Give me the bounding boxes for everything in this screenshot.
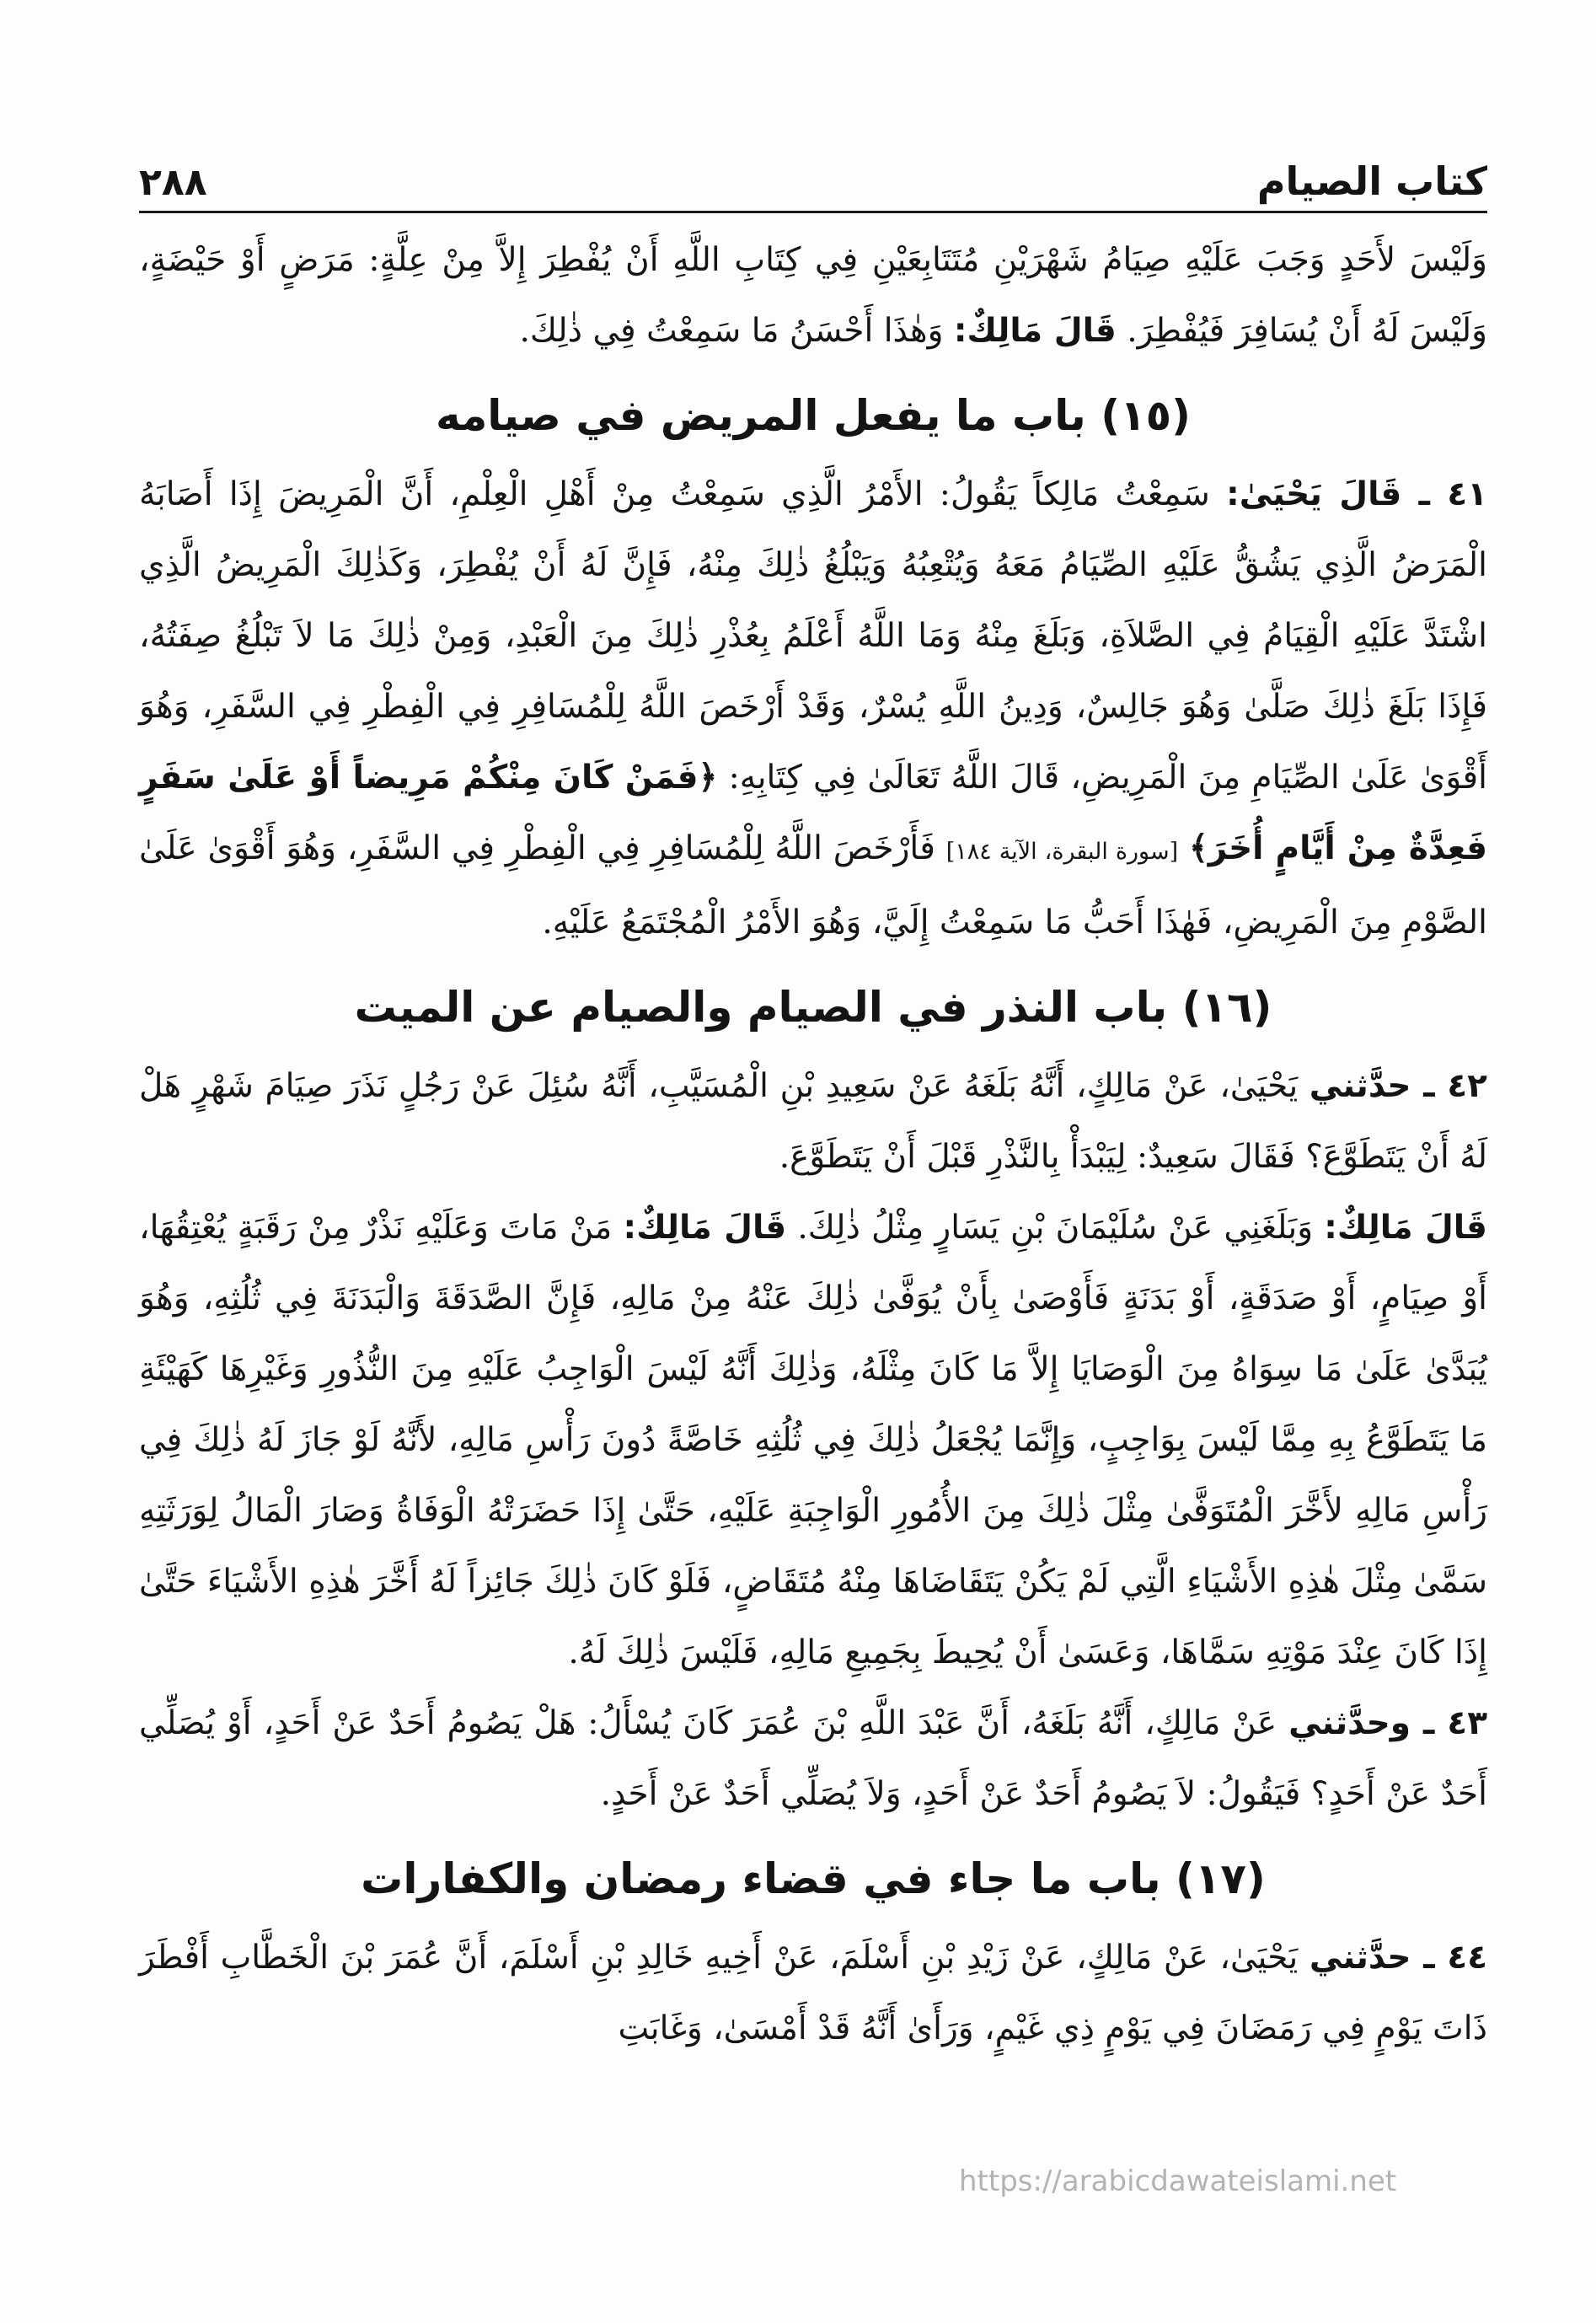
malik-commentary: [139, 1193, 1487, 1688]
hadith-44-lead: ٤٤ ـ حدَّثني: [1309, 1939, 1487, 1977]
chapter-17-title: (١٧) باب ما جاء في قضاء رمضان والكفارات: [361, 1854, 1266, 1903]
verse-reference: [سورة البقرة، الآية ١٨٤]: [945, 839, 1179, 865]
quran-verse: ﴿فَمَنْ كَانَ مِنْكُمْ مَرِيضاً أَوْ عَلَىٰ سَفَرٍ فَعِدَّةٌ مِنْ أَيَّامٍ أُخَرَ﴾: [139, 759, 1487, 867]
chapter-15-title: (١٥) باب ما يفعل المريض في صيامه: [436, 391, 1191, 440]
hadith-42-lead: ٤٢ ـ حدَّثني: [1309, 1067, 1487, 1105]
hadith-41-lead: ٤١ ـ قَالَ يَحْيَىٰ:: [1226, 475, 1488, 513]
hadith-43: [139, 1688, 1487, 1830]
page-number: ٢٨٨: [139, 161, 207, 204]
document-page: [139, 126, 1487, 2064]
intro-text: وَلَيْسَ لأَحَدٍ وَجَبَ عَلَيْهِ صِيَامُ شَهْرَيْنِ مُتَتَابِعَيْنِ فِي كِتَابِ اللَّهِ أَنْ يُفْطِرَ إِلاَّ مِنْ عِلَّةٍ: مَرَضٍ أَوْ حَيْضَةٍ، وَلَيْسَ لَهُ أَنْ يُسَافِرَ فَيُفْطِرَ.: [139, 241, 1487, 350]
intro-paragraph: [139, 225, 1487, 367]
hadith-41-text-continued: فَأَرْخَصَ اللَّهُ لِلْمُسَافِرِ فِي الْفِطْرِ فِي السَّفَرِ، وَهُوَ أَقْوَىٰ عَلَىٰ الصَّوْمِ مِنَ الْمَرِيضِ، فَهٰذَا أَحَبُّ مَا سَمِعْتُ إِلَيَّ، وَهُوَ الأَمْرُ الْمُجْتَمَعُ عَلَيْهِ.: [139, 829, 1487, 942]
malik-text-1: وَبَلَغَنِي عَنْ سُلَيْمَانَ بْنِ يَسَارٍ مِثْلُ ذٰلِكَ.: [797, 1209, 1314, 1247]
malik-text-2: مَنْ مَاتَ وَعَلَيْهِ نَذْرٌ مِنْ رَقَبَةٍ يُعْتِقُهَا، أَوْ صِيَامٍ، أَوْ صَدَقَةٍ، أَوْ بَدَنَةٍ فَأَوْصَىٰ بِأَنْ يُوَفَّىٰ ذٰلِكَ عَنْهُ مِنْ مَالِهِ، فَإِنَّ الصَّدَقَةَ وَالْبَدَنَةَ فِي ثُلُثِهِ، وَهُوَ يُبَدَّىٰ عَلَىٰ مَا سِوَاهُ مِنَ الْوَصَايَا إِلاَّ مَا كَانَ مِثْلَهُ، وَذٰلِكَ أَنَّهُ لَيْسَ الْوَاجِبُ عَلَيْهِ مِنَ النُّذُورِ وَغَيْرِهَا كَهَيْئَةِ مَا يَتَطَوَّعُ بِهِ مِمَّا لَيْسَ بِوَاجِبٍ، وَإِنَّمَا يُجْعَلُ ذٰلِكَ فِي ثُلُثِهِ خَاصَّةً دُونَ رَأْسِ مَالِهِ، لأَنَّهُ لَوْ جَازَ لَهُ ذٰلِكَ فِي رَأْسِ مَالِهِ لأَخَّرَ الْمُتَوَفَّىٰ مِثْلَ ذٰلِكَ مِنَ الأُمُورِ الْوَاجِبَةِ عَلَيْهِ، حَتَّىٰ إِذَا حَضَرَتْهُ الْوَفَاةُ وَصَارَ الْمَالُ لِوَرَثَتِهِ سَمَّىٰ مِثْلَ هٰذِهِ الأَشْيَاءِ الَّتِي لَمْ يَكُنْ يَتَقَاضَاهَا مِنْهُ مُتَقَاضٍ، فَلَوْ كَانَ ذٰلِكَ جَائِزاً لَهُ أَخَّرَ هٰذِهِ الأَشْيَاءَ حَتَّىٰ إِذَا كَانَ عِنْدَ مَوْتِهِ سَمَّاهَا، وَعَسَىٰ أَنْ يُحِيطَ بِجَمِيعِ مَالِهِ، فَلَيْسَ ذٰلِكَ لَهُ.: [139, 1209, 1487, 1671]
hadith-42-text: يَحْيَىٰ، عَنْ مَالِكٍ، أَنَّهُ بَلَغَهُ عَنْ سَعِيدِ بْنِ الْمُسَيَّبِ، أَنَّهُ سُئِلَ عَنْ رَجُلٍ نَذَرَ صِيَامَ شَهْرٍ هَلْ لَهُ أَنْ يَتَطَوَّعَ؟ فَقَالَ سَعِيدٌ: لِيَبْدَأْ بِالنَّذْرِ قَبْلَ أَنْ يَتَطَوَّعَ.: [139, 1067, 1487, 1176]
intro-end: وَهٰذَا أَحْسَنُ مَا سَمِعْتُ فِي ذٰلِكَ.: [519, 312, 944, 350]
book-title: كتاب الصيام: [1256, 158, 1487, 204]
chapter-16-title: (١٦) باب النذر في الصيام والصيام عن الميت: [354, 983, 1272, 1032]
hadith-41: [139, 459, 1487, 958]
page-header: [139, 126, 1487, 213]
malik-lead-1: قَالَ مَالِكٌ:: [1324, 1209, 1487, 1247]
intro-lead: قَالَ مَالِكٌ:: [953, 312, 1117, 350]
malik-lead-2: قَالَ مَالِكٌ:: [623, 1209, 787, 1247]
hadith-43-lead: ٤٣ ـ وحدَّثني: [1288, 1704, 1487, 1742]
hadith-42: [139, 1051, 1487, 1193]
hadith-44-text: يَحْيَىٰ، عَنْ مَالِكٍ، عَنْ زَيْدِ بْنِ أَسْلَمَ، عَنْ أَخِيهِ خَالِدِ بْنِ أَسْلَمَ، أَنَّ عُمَرَ بْنَ الْخَطَّابِ أَفْطَرَ ذَاتَ يَوْمٍ فِي رَمَضَانَ فِي يَوْمٍ ذِي غَيْمٍ، وَرَأَىٰ أَنَّهُ قَدْ أَمْسَىٰ، وَغَابَتِ: [139, 1939, 1487, 2047]
watermark-url: https://arabicdawateislami.net: [959, 2165, 1397, 2198]
hadith-41-text: سَمِعْتُ مَالِكاً يَقُولُ: الأَمْرُ الَّذِي سَمِعْتُ مِنْ أَهْلِ الْعِلْمِ، أَنَّ الْمَرِيضَ إِذَا أَصَابَهُ الْمَرَضُ الَّذِي يَشُقُّ عَلَيْهِ الصِّيَامُ مَعَهُ وَيُتْعِبُهُ وَيَبْلُغُ ذٰلِكَ مِنْهُ، فَإِنَّ لَهُ أَنْ يُفْطِرَ، وَكَذٰلِكَ الْمَرِيضُ الَّذِي اشْتَدَّ عَلَيْهِ الْقِيَامُ فِي الصَّلاَةِ، وَبَلَغَ مِنْهُ وَمَا اللَّهُ أَعْلَمُ بِعُذْرِ ذٰلِكَ مِنَ الْعَبْدِ، وَمِنْ ذٰلِكَ مَا لاَ تَبْلُغُ صِفَتُهُ، فَإِذَا بَلَغَ ذٰلِكَ صَلَّىٰ وَهُوَ جَالِسٌ، وَدِينُ اللَّهِ يُسْرٌ، وَقَدْ أَرْخَصَ اللَّهُ لِلْمُسَافِرِ فِي الْفِطْرِ فِي السَّفَرِ، وَهُوَ أَقْوَىٰ عَلَىٰ الصِّيَامِ مِنَ الْمَرِيضِ، قَالَ اللَّهُ تَعَالَىٰ فِي كِتَابِهِ:: [139, 475, 1487, 797]
hadith-44: [139, 1923, 1487, 2064]
hadith-43-text: عَنْ مَالِكٍ، أَنَّهُ بَلَغَهُ، أَنَّ عَبْدَ اللَّهِ بْنَ عُمَرَ كَانَ يُسْأَلُ: هَلْ يَصُومُ أَحَدٌ عَنْ أَحَدٍ، أَوْ يُصَلِّي أَحَدٌ عَنْ أَحَدٍ؟ فَيَقُولُ: لاَ يَصُومُ أَحَدٌ عَنْ أَحَدٍ، وَلاَ يُصَلِّي أَحَدٌ عَنْ أَحَدٍ.: [139, 1704, 1487, 1813]
